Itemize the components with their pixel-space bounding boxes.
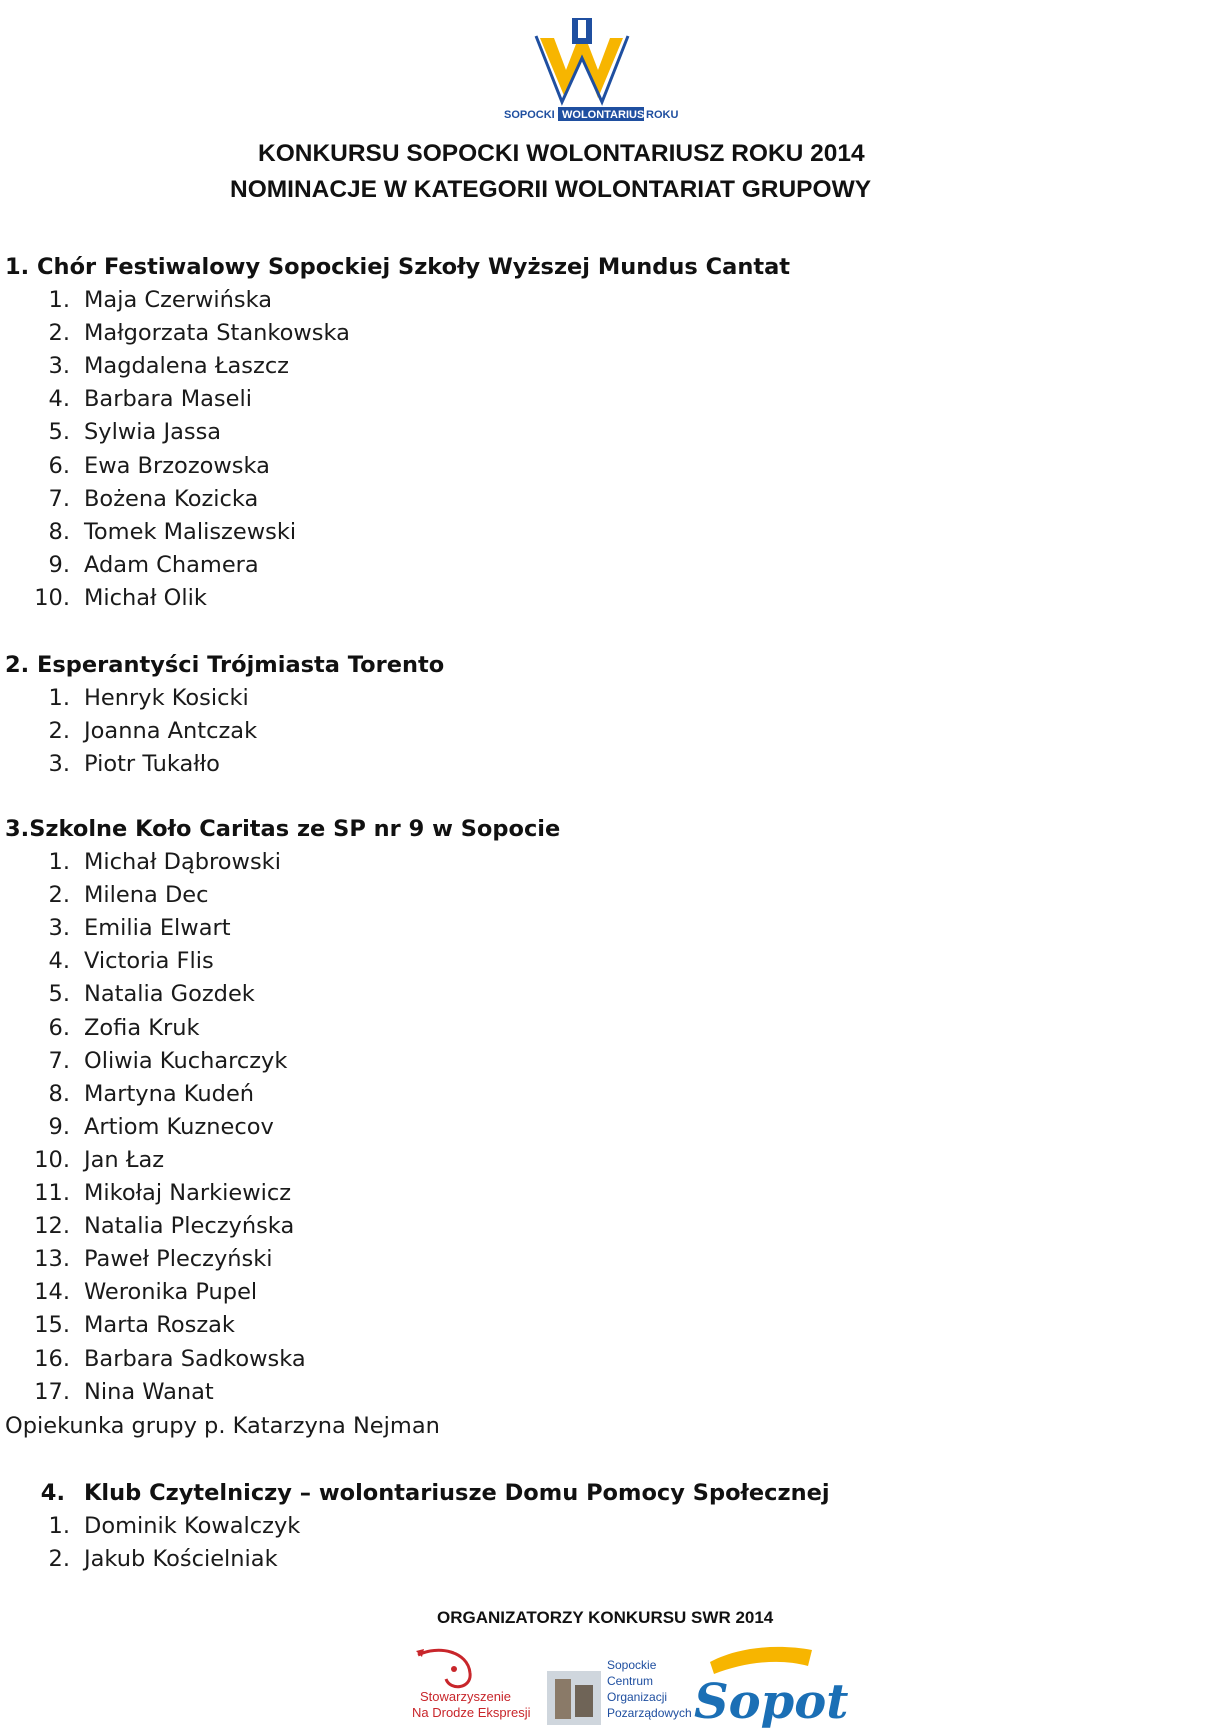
member-name: Jakub Kościelniak [84, 1546, 278, 1573]
group-supervisor-note: Opiekunka grupy p. Katarzyna Nejman [5, 1413, 440, 1439]
group-heading: 1. Chór Festiwalowy Sopockiej Szkoły Wyższej Mundus Cantat [5, 254, 791, 280]
list-item-number: 14. [34, 1279, 70, 1306]
page-subtitle: NOMINACJE W KATEGORII WOLONTARIAT GRUPOWY [230, 176, 872, 203]
na-drodze-ekspresji-logo [398, 1645, 531, 1725]
member-name: Magdalena Łaszcz [84, 353, 289, 380]
list-item-number: 10. [34, 584, 70, 611]
sopot-logo [690, 1640, 849, 1730]
svg-text:Na Drodze Ekspresji: Na Drodze Ekspresji [412, 1705, 531, 1720]
group-number: 4. [40, 1480, 65, 1506]
page-title: KONKURSU SOPOCKI WOLONTARIUSZ ROKU 2014 [258, 140, 865, 167]
list-item-number: 17. [34, 1378, 70, 1405]
list-item-number: 9. [48, 1113, 70, 1140]
svg-text:Organizacji: Organizacji [607, 1690, 668, 1704]
member-name: Michał Olik [84, 584, 207, 611]
list-item-number: 2. [48, 882, 70, 909]
list-item-number: 1. [48, 849, 70, 875]
group-heading: 2. Esperantyści Trójmiasta Torento [5, 652, 445, 678]
member-name: Natalia Pleczyńska [84, 1213, 295, 1240]
list-item-number: 16. [34, 1345, 70, 1372]
list-item-number: 6. [48, 1014, 70, 1041]
list-item-number: 2. [48, 320, 70, 347]
svg-text:WOLONTARIUSZ: WOLONTARIUSZ [562, 109, 652, 121]
list-item-number: 1. [48, 685, 70, 711]
list-item-number: 13. [34, 1246, 70, 1273]
group-heading-text: Klub Czytelniczy – wolontariusze Domu Pomocy Społecznej [84, 1480, 830, 1506]
member-name: Dominik Kowalczyk [84, 1513, 301, 1539]
member-name: Victoria Flis [84, 948, 214, 975]
member-name: Mikołaj Narkiewicz [84, 1180, 292, 1206]
list-item-number: 1. [48, 1513, 70, 1539]
svg-text:Centrum: Centrum [607, 1674, 654, 1688]
list-item-number: 1. [48, 287, 70, 313]
list-item-number: 3. [48, 353, 70, 380]
member-name: Oliwia Kucharczyk [84, 1047, 288, 1074]
svg-text:Sopot: Sopot [694, 1674, 849, 1730]
list-item-number: 2. [48, 718, 70, 745]
svg-text:Stowarzyszenie: Stowarzyszenie [420, 1689, 512, 1704]
member-name: Piotr Tukałło [84, 751, 220, 778]
list-item-number: 7. [48, 1047, 70, 1074]
list-item-number: 12. [34, 1213, 70, 1240]
list-item-number: 7. [48, 485, 70, 512]
member-name: Nina Wanat [84, 1378, 214, 1405]
member-name: Natalia Gozdek [84, 981, 255, 1008]
member-name: Ewa Brzozowska [84, 452, 270, 479]
member-name: Tomek Maliszewski [84, 518, 297, 545]
sopockie-centrum-logo [545, 1655, 692, 1730]
list-item-number: 8. [48, 1080, 70, 1107]
list-item-number: 11. [34, 1180, 70, 1206]
list-item-number: 9. [48, 551, 70, 578]
organizers-label: ORGANIZATORZY KONKURSU SWR 2014 [437, 1608, 774, 1627]
svg-text:ROKU: ROKU [646, 109, 679, 121]
member-name: Weronika Pupel [84, 1279, 258, 1306]
sopocki-wolontariusz-logo [500, 8, 679, 123]
member-name: Henryk Kosicki [84, 685, 249, 711]
member-name: Bożena Kozicka [84, 485, 259, 512]
member-name: Artiom Kuznecov [84, 1113, 274, 1140]
member-name: Zofia Kruk [84, 1014, 200, 1041]
list-item-number: 3. [48, 915, 70, 942]
svg-text:Sopockie: Sopockie [607, 1658, 657, 1672]
member-name: Małgorzata Stankowska [84, 320, 350, 347]
member-name: Emilia Elwart [84, 915, 231, 942]
list-item-number: 4. [48, 386, 70, 413]
list-item-number: 6. [48, 452, 70, 479]
member-name: Sylwia Jassa [84, 419, 222, 446]
list-item-number: 5. [48, 981, 70, 1008]
member-name: Martyna Kudeń [84, 1080, 255, 1107]
list-item-number: 10. [34, 1146, 70, 1173]
member-name: Milena Dec [84, 882, 209, 909]
group-heading: 3.Szkolne Koło Caritas ze SP nr 9 w Sopocie [5, 816, 561, 842]
member-name: Barbara Maseli [84, 386, 253, 413]
list-item-number: 3. [48, 751, 70, 778]
member-name: Jan Łaz [84, 1146, 165, 1173]
list-item-number: 2. [48, 1546, 70, 1573]
list-item-number: 8. [48, 518, 70, 545]
member-name: Joanna Antczak [84, 718, 258, 745]
member-name: Paweł Pleczyński [84, 1246, 273, 1273]
list-item-number: 15. [34, 1312, 70, 1339]
member-name: Marta Roszak [84, 1312, 235, 1339]
member-name: Maja Czerwińska [84, 287, 273, 313]
svg-text:Pozarządowych: Pozarządowych [607, 1706, 692, 1720]
member-name: Adam Chamera [84, 551, 259, 578]
list-item-number: 5. [48, 419, 70, 446]
list-item-number: 4. [48, 948, 70, 975]
svg-text:SOPOCKI: SOPOCKI [504, 109, 555, 121]
member-name: Barbara Sadkowska [84, 1345, 306, 1372]
member-name: Michał Dąbrowski [84, 849, 281, 875]
